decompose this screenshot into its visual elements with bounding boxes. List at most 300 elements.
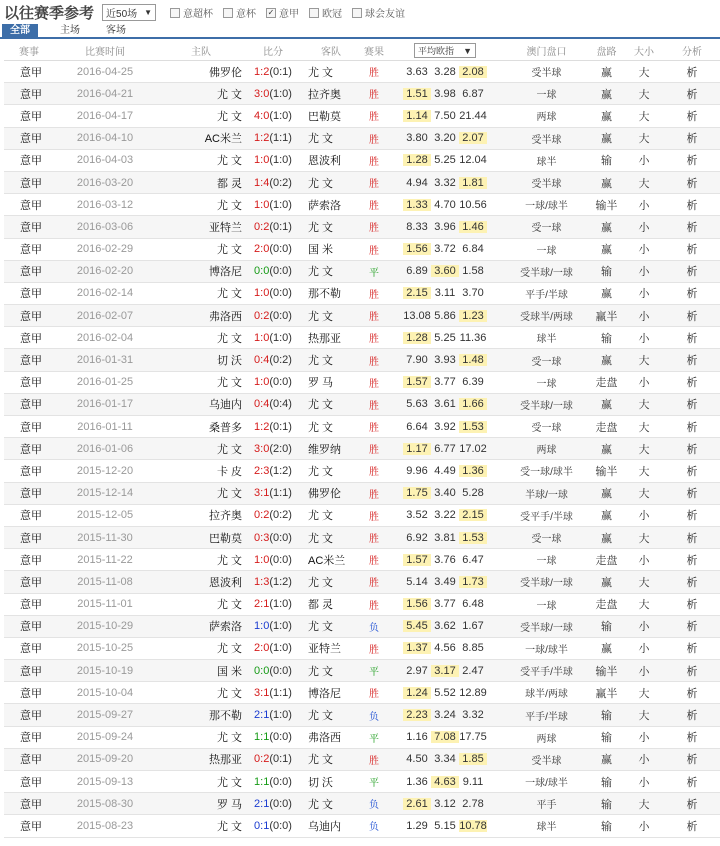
full-time-score: 0:0: [254, 265, 270, 278]
home-team-link[interactable]: 尤 文: [216, 288, 242, 301]
match-score: [246, 154, 300, 166]
odds-values: [386, 709, 504, 721]
odds-value: 6.89: [406, 265, 428, 278]
league-link[interactable]: 意甲: [20, 532, 42, 545]
home-team-link[interactable]: 尤 文: [216, 88, 242, 101]
away-team-link[interactable]: 尤 文: [308, 133, 334, 146]
analysis-link[interactable]: 析: [686, 532, 698, 545]
match-date: 2016-01-31: [76, 354, 134, 367]
handicap: 受一球/球半: [520, 467, 573, 479]
home-team-link[interactable]: 尤 文: [216, 488, 242, 501]
away-team-link[interactable]: 尤 文: [308, 355, 334, 368]
col-score: 比分: [263, 47, 283, 58]
table-row: [4, 150, 720, 172]
handicap: 受平手/半球: [520, 667, 573, 679]
table-row: [4, 416, 720, 438]
home-team-link[interactable]: 切 沃: [216, 355, 242, 368]
home-team-link[interactable]: 那不勒: [209, 710, 242, 723]
away-team-link[interactable]: 尤 文: [308, 532, 334, 545]
home-team-link[interactable]: 尤 文: [216, 599, 242, 612]
handicap: 一球: [536, 378, 557, 390]
analysis-link[interactable]: 析: [686, 687, 698, 700]
odds-value: 2.07: [459, 132, 487, 144]
half-time-score: (0:0): [269, 553, 292, 566]
over-under: 大: [638, 421, 650, 434]
handicap: 受半球: [531, 179, 562, 191]
odds-values: [386, 642, 504, 654]
odds-value: 1.29: [406, 819, 428, 832]
full-time-score: 0:2: [254, 509, 270, 522]
handicap: 两球: [536, 445, 557, 457]
home-team-link[interactable]: 亚特兰: [209, 221, 242, 234]
home-team-link[interactable]: 乌迪内: [209, 399, 242, 412]
league-link[interactable]: 意甲: [20, 199, 42, 212]
odds-value: 1.37: [403, 642, 431, 654]
analysis-link[interactable]: 析: [686, 177, 698, 190]
odds-value: 3.92: [434, 420, 456, 433]
league-link[interactable]: 意甲: [20, 177, 42, 190]
analysis-link[interactable]: 析: [686, 576, 698, 589]
over-under: 小: [638, 776, 650, 789]
filter-checkbox[interactable]: [223, 5, 256, 20]
tab-1[interactable]: 主场: [60, 25, 80, 36]
league-link[interactable]: 意甲: [20, 88, 42, 101]
away-team-link[interactable]: 尤 文: [308, 710, 334, 723]
home-team-link[interactable]: 都 灵: [216, 177, 242, 190]
match-date: 2015-10-04: [76, 686, 134, 699]
odds-value: 5.15: [434, 819, 456, 832]
full-time-score: 0:2: [254, 753, 270, 766]
home-team-link[interactable]: 卡 皮: [216, 465, 242, 478]
league-link[interactable]: 意甲: [20, 288, 42, 301]
filter-checkbox[interactable]: [266, 5, 299, 20]
analysis-link[interactable]: 析: [686, 599, 698, 612]
away-team-link[interactable]: 尤 文: [308, 221, 334, 234]
handicap: 受平手/半球: [520, 511, 573, 523]
home-team-link[interactable]: 萨索洛: [209, 621, 242, 634]
full-time-score: 2:0: [254, 642, 270, 655]
odds-value: 2.08: [459, 66, 487, 78]
away-team-link[interactable]: 尤 文: [308, 576, 334, 589]
away-team-link[interactable]: 尤 文: [308, 177, 334, 190]
home-team-link[interactable]: 尤 文: [216, 199, 242, 212]
league-link[interactable]: 意甲: [20, 421, 42, 434]
match-result: 胜: [369, 400, 379, 412]
home-team-link[interactable]: 尤 文: [216, 776, 242, 789]
away-team-link[interactable]: 尤 文: [308, 665, 334, 678]
half-time-score: (1:2): [269, 464, 292, 477]
over-under: 小: [638, 155, 650, 168]
match-result: 胜: [369, 511, 379, 523]
handicap: 两球: [536, 112, 557, 124]
odds-values: [386, 753, 504, 765]
analysis-link[interactable]: 析: [686, 310, 698, 323]
analysis-link[interactable]: 析: [686, 665, 698, 678]
home-team-link[interactable]: 尤 文: [216, 332, 242, 345]
home-team-link[interactable]: 罗 马: [216, 798, 242, 811]
away-team-link[interactable]: 佛罗伦: [308, 488, 341, 501]
analysis-link[interactable]: 析: [686, 754, 698, 767]
analysis-link[interactable]: 析: [686, 554, 698, 567]
over-under: 小: [638, 820, 650, 833]
chevron-down-icon: ▼: [463, 45, 472, 56]
away-team-link[interactable]: 弗洛西: [308, 732, 341, 745]
full-time-score: 1:4: [254, 176, 270, 189]
checkbox-icon[interactable]: [170, 8, 180, 18]
away-team-link[interactable]: 热那亚: [308, 332, 341, 345]
home-team-link[interactable]: 拉齐奥: [209, 510, 242, 523]
odds-value: 3.34: [434, 753, 456, 766]
league-link[interactable]: 意甲: [20, 310, 42, 323]
league-link[interactable]: 意甲: [20, 710, 42, 723]
odds-values: [386, 66, 504, 78]
home-team-link[interactable]: 尤 文: [216, 732, 242, 745]
league-link[interactable]: 意甲: [20, 510, 42, 523]
league-link[interactable]: 意甲: [20, 643, 42, 656]
league-link[interactable]: 意甲: [20, 155, 42, 168]
odds-values: [386, 199, 504, 211]
analysis-link[interactable]: 析: [686, 355, 698, 368]
checkbox-icon[interactable]: [309, 8, 319, 18]
match-date: 2016-03-20: [76, 176, 134, 189]
analysis-link[interactable]: 析: [686, 421, 698, 434]
table-header: [4, 41, 720, 61]
analysis-link[interactable]: 析: [686, 621, 698, 634]
odds-values: [386, 798, 504, 810]
home-team-link[interactable]: 热那亚: [209, 754, 242, 767]
league-link[interactable]: 意甲: [20, 377, 42, 390]
odds-value: 6.77: [434, 442, 456, 455]
league-link[interactable]: 意甲: [20, 399, 42, 412]
odds-value: 1.28: [403, 154, 431, 166]
match-score: [246, 243, 300, 255]
match-date: 2016-01-06: [76, 442, 134, 455]
analysis-link[interactable]: 析: [686, 488, 698, 501]
analysis-link[interactable]: 析: [686, 776, 698, 789]
match-date: 2016-01-11: [77, 420, 133, 433]
handicap-trend: 赢: [601, 443, 612, 456]
away-team-link[interactable]: 维罗纳: [308, 443, 341, 456]
home-team-link[interactable]: AC米兰: [204, 133, 242, 146]
league-link[interactable]: 意甲: [20, 355, 42, 368]
match-date: 2016-02-20: [76, 265, 134, 278]
over-under: 大: [638, 177, 650, 190]
home-team-link[interactable]: 恩波利: [209, 576, 242, 589]
analysis-link[interactable]: 析: [686, 133, 698, 146]
over-under: 大: [638, 66, 650, 79]
full-time-score: 0:2: [254, 309, 270, 322]
analysis-link[interactable]: 析: [686, 820, 698, 833]
table-row: [4, 483, 720, 505]
half-time-score: (0:0): [269, 376, 292, 389]
league-link[interactable]: 意甲: [20, 443, 42, 456]
league-link[interactable]: 意甲: [20, 266, 42, 279]
half-time-score: (1:0): [269, 109, 292, 122]
over-under: 大: [638, 133, 650, 146]
match-date: 2016-04-25: [76, 65, 134, 78]
filter-checkbox[interactable]: [309, 5, 342, 20]
home-team-link[interactable]: 佛罗伦: [209, 66, 242, 79]
table-row: [4, 239, 720, 261]
full-time-score: 1:0: [254, 376, 270, 389]
match-date: 2015-11-08: [77, 575, 133, 588]
home-team-link[interactable]: 尤 文: [216, 244, 242, 257]
away-team-link[interactable]: 博洛尼: [308, 687, 341, 700]
analysis-link[interactable]: 析: [686, 510, 698, 523]
half-time-score: (0:0): [269, 731, 292, 744]
odds-value: 12.04: [459, 154, 487, 167]
handicap: 受半球/一球: [520, 267, 573, 279]
half-time-score: (0:4): [269, 398, 292, 411]
range-select-value: 近50场: [106, 9, 138, 20]
over-under: 大: [638, 710, 650, 723]
home-team-link[interactable]: 尤 文: [216, 820, 242, 833]
odds-value: 3.28: [434, 65, 456, 78]
filter-checkbox[interactable]: [170, 5, 213, 20]
home-team-link[interactable]: 弗洛西: [209, 310, 242, 323]
match-result: 平: [369, 667, 379, 679]
odds-value: 6.39: [462, 376, 484, 389]
match-score: [246, 110, 300, 122]
away-team-link[interactable]: 尤 文: [308, 66, 334, 79]
analysis-link[interactable]: 析: [686, 288, 698, 301]
home-team-link[interactable]: 尤 文: [216, 643, 242, 656]
away-team-link[interactable]: 尤 文: [308, 621, 334, 634]
table-row: [4, 571, 720, 593]
league-link[interactable]: 意甲: [20, 687, 42, 700]
away-team-link[interactable]: 尤 文: [308, 798, 334, 811]
away-team-link[interactable]: 尤 文: [308, 399, 334, 412]
table-row: [4, 105, 720, 127]
league-link[interactable]: 意甲: [20, 66, 42, 79]
match-date: 2016-03-12: [76, 198, 134, 211]
top-bar: [0, 0, 720, 25]
analysis-link[interactable]: 析: [686, 221, 698, 234]
home-team-link[interactable]: 尤 文: [216, 155, 242, 168]
odds-value: 3.17: [431, 665, 459, 677]
odds-values: [386, 576, 504, 588]
league-link[interactable]: 意甲: [20, 576, 42, 589]
table-row: [4, 616, 720, 638]
away-team-link[interactable]: 尤 文: [308, 421, 334, 434]
odds-value: 4.56: [434, 642, 456, 655]
away-team-link[interactable]: 都 灵: [308, 599, 334, 612]
full-time-score: 1:3: [254, 575, 270, 588]
full-time-score: 2:0: [254, 243, 270, 256]
odds-value: 5.45: [403, 620, 431, 632]
odds-value: 1.53: [459, 421, 487, 433]
filter-checkbox[interactable]: [352, 5, 405, 20]
analysis-link[interactable]: 析: [686, 399, 698, 412]
odds-value: 12.89: [459, 686, 487, 699]
league-link[interactable]: 意甲: [20, 244, 42, 257]
handicap-trend: 赢: [601, 532, 612, 545]
half-time-score: (0:0): [269, 797, 292, 810]
half-time-score: (0:0): [269, 265, 292, 278]
match-result: 胜: [369, 467, 379, 479]
over-under: 小: [638, 377, 650, 390]
league-link[interactable]: 意甲: [20, 599, 42, 612]
away-team-link[interactable]: 那不勒: [308, 288, 341, 301]
table-row: [4, 216, 720, 238]
handicap: 受半球: [531, 134, 562, 146]
analysis-link[interactable]: 析: [686, 443, 698, 456]
league-link[interactable]: 意甲: [20, 776, 42, 789]
odds-value: 3.77: [434, 598, 456, 611]
half-time-score: (0:2): [269, 176, 292, 189]
tab-0[interactable]: 全部: [2, 24, 38, 37]
home-team-link[interactable]: 尤 文: [216, 443, 242, 456]
analysis-link[interactable]: 析: [686, 155, 698, 168]
league-link[interactable]: 意甲: [20, 621, 42, 634]
handicap-trend: 赢: [601, 576, 612, 589]
away-team-link[interactable]: 拉齐奥: [308, 88, 341, 101]
match-result: 胜: [369, 445, 379, 457]
match-score: [246, 776, 300, 788]
tab-2[interactable]: 客场: [106, 25, 126, 36]
handicap: 一球: [536, 245, 557, 257]
match-range-select[interactable]: [102, 4, 156, 21]
home-team-link[interactable]: 尤 文: [216, 377, 242, 390]
table-row: [4, 283, 720, 305]
match-date: 2016-02-14: [76, 287, 134, 300]
home-team-link[interactable]: 尤 文: [216, 687, 242, 700]
league-link[interactable]: 意甲: [20, 465, 42, 478]
league-link[interactable]: 意甲: [20, 332, 42, 345]
odds-value: 3.12: [434, 797, 456, 810]
analysis-link[interactable]: 析: [686, 88, 698, 101]
checkbox-icon[interactable]: [223, 8, 233, 18]
match-result: 胜: [369, 179, 379, 191]
away-team-link[interactable]: 亚特兰: [308, 643, 341, 656]
away-team-link[interactable]: 国 米: [308, 244, 334, 257]
full-time-score: 2:3: [254, 464, 270, 477]
home-team-link[interactable]: 巴勒莫: [209, 532, 242, 545]
odds-value: 1.16: [406, 731, 428, 744]
table-row: [4, 372, 720, 394]
odds-value: 1.36: [406, 775, 428, 788]
away-team-link[interactable]: 萨索洛: [308, 199, 341, 212]
chevron-down-icon: ▼: [144, 8, 153, 17]
league-link[interactable]: 意甲: [20, 820, 42, 833]
league-link[interactable]: 意甲: [20, 488, 42, 501]
league-link[interactable]: 意甲: [20, 798, 42, 811]
odds-value: 2.97: [406, 664, 428, 677]
away-team-link[interactable]: 尤 文: [308, 510, 334, 523]
odds-select-value: 平均欧指: [418, 46, 455, 56]
home-team-link[interactable]: 博洛尼: [209, 266, 242, 279]
table-row: [4, 172, 720, 194]
away-team-link[interactable]: 巴勒莫: [308, 110, 341, 123]
odds-value: 3.98: [434, 87, 456, 100]
odds-value: 2.15: [403, 287, 431, 299]
away-team-link[interactable]: 乌迪内: [308, 820, 341, 833]
analysis-link[interactable]: 析: [686, 332, 698, 345]
analysis-link[interactable]: 析: [686, 266, 698, 279]
table-row: [4, 771, 720, 793]
analysis-link[interactable]: 析: [686, 643, 698, 656]
analysis-link[interactable]: 析: [686, 710, 698, 723]
match-score: [246, 265, 300, 277]
away-team-link[interactable]: 罗 马: [308, 377, 334, 390]
match-result: 胜: [369, 289, 379, 301]
league-link[interactable]: 意甲: [20, 221, 42, 234]
analysis-link[interactable]: 析: [686, 110, 698, 123]
odds-value: 2.23: [403, 709, 431, 721]
home-team-link[interactable]: 桑普多: [209, 421, 242, 434]
league-link[interactable]: 意甲: [20, 554, 42, 567]
handicap-trend: 输: [601, 332, 612, 345]
half-time-score: (0:1): [269, 753, 292, 766]
away-team-link[interactable]: 切 沃: [308, 776, 334, 789]
full-time-score: 1:2: [254, 65, 270, 78]
league-link[interactable]: 意甲: [20, 754, 42, 767]
odds-value: 7.50: [434, 109, 456, 122]
handicap-trend: 输: [601, 776, 612, 789]
over-under: 小: [638, 643, 650, 656]
handicap: 两球: [536, 733, 557, 745]
analysis-link[interactable]: 析: [686, 66, 698, 79]
match-date: 2015-12-20: [76, 464, 134, 477]
home-team-link[interactable]: 国 米: [216, 665, 242, 678]
odds-value: 3.72: [434, 243, 456, 256]
handicap: 受球半/两球: [520, 312, 573, 324]
match-result: 胜: [369, 312, 379, 324]
half-time-score: (1:0): [269, 154, 292, 167]
match-date: 2015-11-01: [77, 598, 133, 611]
full-time-score: 3:1: [254, 686, 270, 699]
league-link[interactable]: 意甲: [20, 732, 42, 745]
checkbox-checked-icon[interactable]: ✓: [267, 7, 275, 17]
analysis-link[interactable]: 析: [686, 199, 698, 212]
match-score: [246, 465, 300, 477]
home-team-link[interactable]: 尤 文: [216, 110, 242, 123]
handicap-trend: 输: [601, 798, 612, 811]
match-result: 胜: [369, 489, 379, 501]
away-team-link[interactable]: 尤 文: [308, 465, 334, 478]
league-link[interactable]: 意甲: [20, 133, 42, 146]
away-team-link[interactable]: 恩波利: [308, 155, 341, 168]
match-score: [246, 88, 300, 100]
analysis-link[interactable]: 析: [686, 798, 698, 811]
away-team-link[interactable]: 尤 文: [308, 310, 334, 323]
full-time-score: 3:0: [254, 442, 270, 455]
over-under: 大: [638, 576, 650, 589]
away-team-link[interactable]: 尤 文: [308, 266, 334, 279]
analysis-link[interactable]: 析: [686, 244, 698, 257]
full-time-score: 1:0: [254, 154, 270, 167]
half-time-score: (0:1): [269, 220, 292, 233]
odds-value: 2.15: [459, 509, 487, 521]
home-team-link[interactable]: 尤 文: [216, 554, 242, 567]
analysis-link[interactable]: 析: [686, 377, 698, 390]
league-link[interactable]: 意甲: [20, 110, 42, 123]
league-link[interactable]: 意甲: [20, 665, 42, 678]
checkbox-icon[interactable]: [352, 8, 362, 18]
half-time-score: (0:0): [269, 775, 292, 788]
match-score: [246, 287, 300, 299]
odds-value: 3.40: [434, 487, 456, 500]
handicap-trend: 输半: [595, 465, 618, 478]
odds-value: 6.92: [406, 531, 428, 544]
analysis-link[interactable]: 析: [686, 465, 698, 478]
odds-type-select[interactable]: [414, 43, 476, 58]
analysis-link[interactable]: 析: [686, 732, 698, 745]
away-team-link[interactable]: AC米兰: [308, 554, 346, 567]
handicap-trend: 赢半: [595, 310, 618, 323]
away-team-link[interactable]: 尤 文: [308, 754, 334, 767]
odds-value: 8.85: [462, 642, 484, 655]
